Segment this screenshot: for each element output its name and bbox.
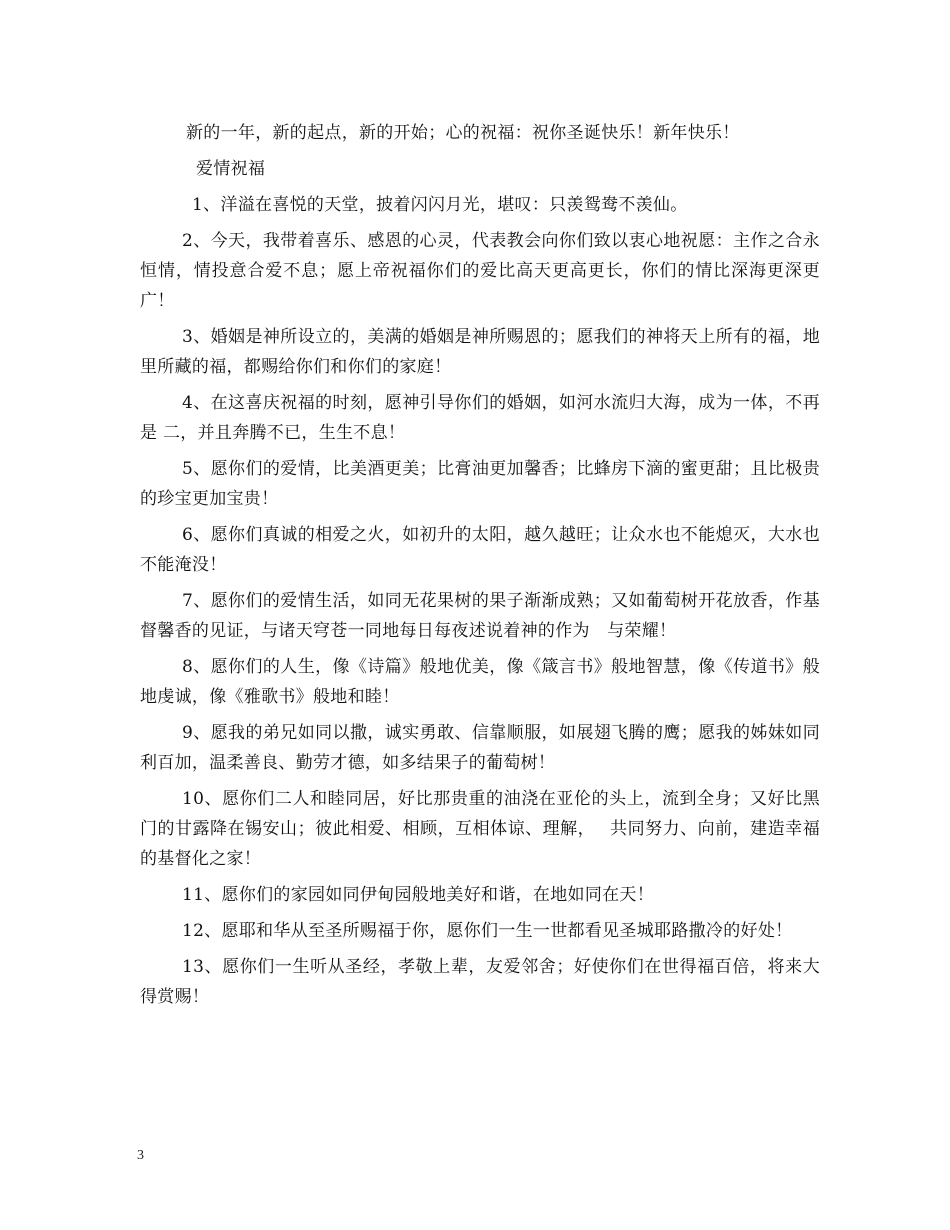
paragraph-2: 2、今天，我带着喜乐、感恩的心灵，代表教会向你们致以衷心地祝愿：主作之合永恒情，情投意合爱不息；愿上帝祝福你们的爱比高天更高更长，你们的情比深海更深更广！ [140, 231, 820, 311]
page-number: 3 [137, 1148, 144, 1163]
paragraph-7: 7、愿你们的爱情生活，如同无花果树的果子渐渐成熟；又如葡萄树开花放香，作基督馨香的见证，与诸天穹苍一同地每日每夜述说着神的作为 与荣耀！ [140, 591, 820, 641]
paragraph-8: 8、愿你们的人生，像《诗篇》般地优美，像《箴言书》般地智慧，像《传道书》般地虔诚，像《雅歌书》般地和睦！ [140, 657, 820, 707]
paragraph-5: 5、愿你们的爱情，比美酒更美；比膏油更加馨香；比蜂房下滴的蜜更甜；且比极贵的珍宝更加宝贵！ [140, 459, 820, 509]
paragraph-4: 4、在这喜庆祝福的时刻，愿神引导你们的婚姻，如河水流归大海，成为一体，不再是 二，并且奔腾不已，生生不息！ [140, 393, 820, 443]
paragraph-11: 11、愿你们的家园如同伊甸园般地美好和谐，在地如同在天！ [182, 885, 655, 905]
paragraph-13: 13、愿你们一生听从圣经，孝敬上辈，友爱邻舍；好使你们在世得福百倍，将来大得赏赐！ [140, 957, 820, 1007]
paragraph-10: 10、愿你们二人和睦同居，好比那贵重的油浇在亚伦的头上，流到全身；又好比黑门的甘露降在锡安山；彼此相爱、相顾，互相体谅、理解， 共同努力、向前，建造幸福的基督化之家！ [140, 789, 820, 869]
paragraph-6: 6、愿你们真诚的相爱之火，如初升的太阳，越久越旺；让众水也不能熄灭，大水也不能淹没！ [140, 525, 820, 575]
paragraph-12: 12、愿耶和华从至圣所赐福于你，愿你们一生一世都看见圣城耶路撒冷的好处！ [182, 921, 793, 941]
paragraph-3: 3、婚姻是神所设立的，美满的婚姻是神所赐恩的；愿我们的神将天上所有的福，地里所藏的福，都赐给你们和你们的家庭！ [140, 327, 820, 377]
paragraph-9: 9、愿我的弟兄如同以撒，诚实勇敢、信靠顺服，如展翅飞腾的鹰；愿我的姊妹如同利百加，温柔善良、勤劳才德，如多结果子的葡萄树！ [140, 723, 820, 773]
intro-line: 新的一年，新的起点，新的开始；心的祝福：祝你圣诞快乐！新年快乐！ [186, 123, 740, 143]
section-title: 爱情祝福 [196, 159, 266, 179]
document-body [140, 118, 820, 1018]
paragraph-1: 1、洋溢在喜悦的天堂，披着闪闪月光，堪叹：只羡鸳鸯不羡仙。 [192, 195, 688, 215]
